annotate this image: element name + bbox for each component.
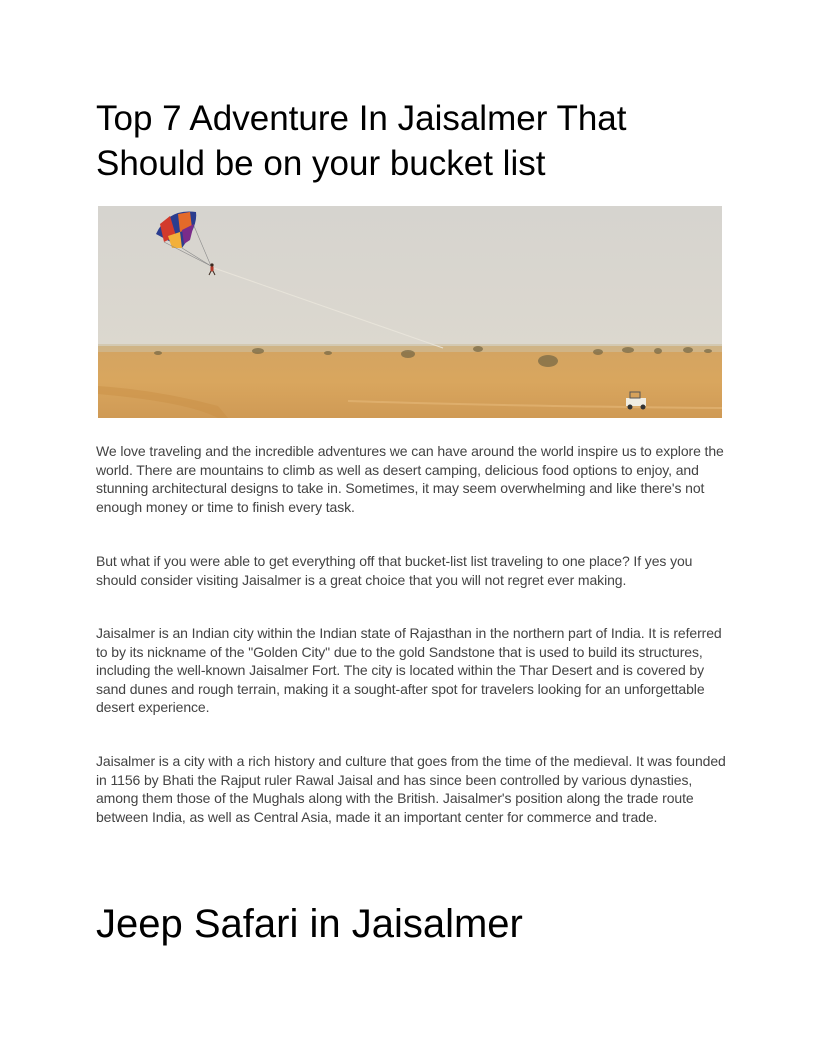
section-heading: Jeep Safari in Jaisalmer [96, 902, 523, 946]
intro-paragraph: We love traveling and the incredible adventures we can have around the world inspire us to explore the world. There are mountains to climb as well as desert camping, delicious food options to enjoy, and stunning architectural designs to take in. Sometimes, it may seem overwhelming and like there's not enough money or time to finish every task. [96, 443, 724, 515]
parasail-desert-photo [98, 206, 722, 418]
about-jaisalmer-paragraph: Jaisalmer is an Indian city within the Indian state of Rajasthan in the northern part of India. It is referred to by its nickname of the "Golden City" due to the gold Sandstone that is used to build its structures, including the well-known Jaisalmer Fort. The city is located within the Thar Desert and is covered by sand dunes and rough terrain, making it a sought-after spot for travelers looking for an unforgettable desert experience. [96, 625, 722, 716]
history-paragraph: Jaisalmer is a city with a rich history and culture that goes from the time of the medieval. It was founded in 1156 by Bhati the Rajput ruler Rawal Jaisal and has since been controlled by various dynasties, among them those of the Mughals along with the British. Jaisalmer's position along the trade route between India, as well as Central Asia, made it an important center for commerce and trade. [96, 753, 726, 825]
page-title: Top 7 Adventure In Jaisalmer That Should be on your bucket list [96, 99, 627, 183]
hero-image [98, 206, 722, 418]
bucket-list-paragraph: But what if you were able to get everything off that bucket-list list traveling to one place? If yes you should consider visiting Jaisalmer is a great choice that you will not regret ever making. [96, 553, 693, 588]
